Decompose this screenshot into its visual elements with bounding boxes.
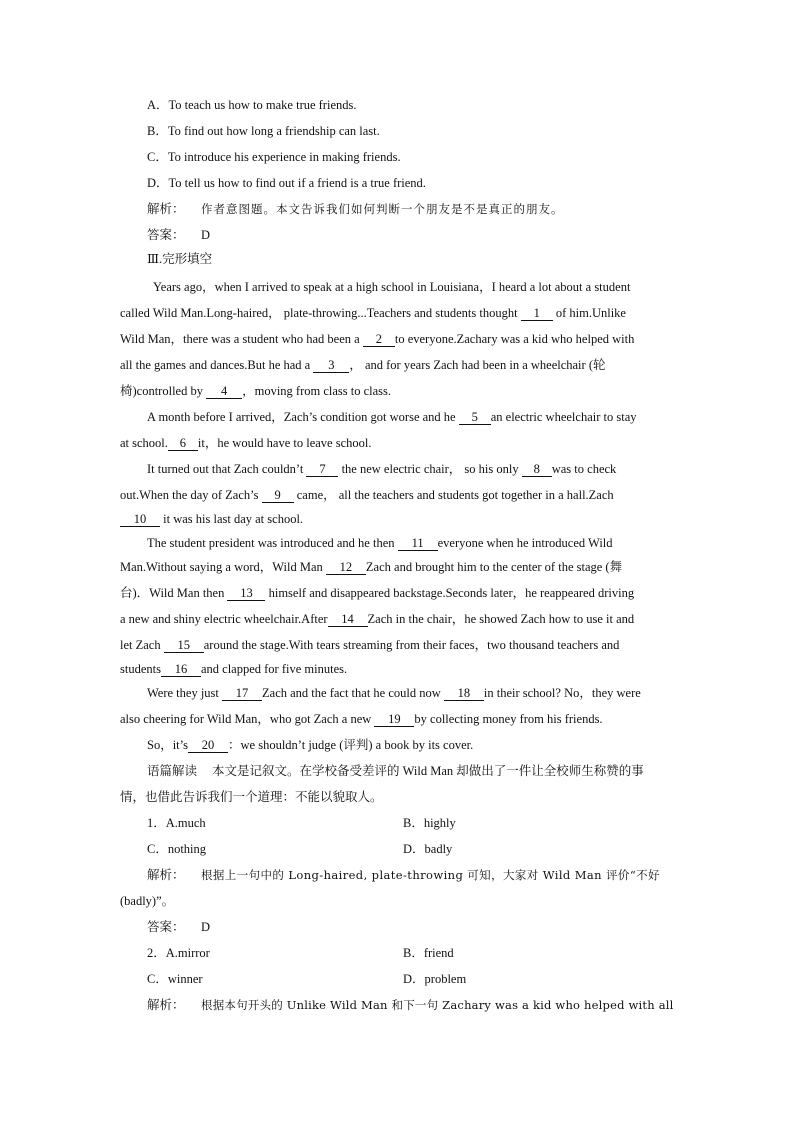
q2-analysis-line bbox=[147, 997, 674, 1013]
option-a: A．To teach us how to make true friends. bbox=[147, 98, 357, 112]
passage-line: let Zach 15 around the stage.With tears streaming from their faces，two thousand teachers and bbox=[120, 638, 620, 652]
blank-16: 16 bbox=[161, 663, 201, 677]
passage-line: students 16 and clapped for five minutes. bbox=[120, 662, 348, 676]
blank-19: 19 bbox=[374, 713, 414, 727]
q2-option-b: B．friend bbox=[403, 946, 454, 960]
blank-7: 7 bbox=[306, 463, 338, 477]
q1-answer-line bbox=[147, 919, 210, 935]
blank-8: 8 bbox=[522, 463, 552, 477]
summary-label: 语篇解读 bbox=[147, 764, 198, 778]
summary-text: 本文是记叙文。在学校备受差评的 Wild Man 却做出了一件让全校师生称赞的事 bbox=[212, 764, 644, 778]
passage-line: at school. 6 it，he would have to leave school. bbox=[120, 436, 372, 450]
blank-4: 4 bbox=[206, 385, 242, 399]
option-d: D．To tell us how to find out if a friend is a true friend. bbox=[147, 176, 426, 190]
blank-5: 5 bbox=[459, 411, 491, 425]
passage-line: The student president was introduced and he then 11 everyone when he introduced Wild bbox=[147, 536, 613, 550]
blank-6: 6 bbox=[168, 437, 198, 451]
option-b: B．To find out how long a friendship can last. bbox=[147, 124, 380, 138]
q2-option-c: C．winner bbox=[147, 972, 203, 986]
answer-value: D bbox=[201, 920, 211, 934]
answer-line bbox=[147, 227, 210, 243]
q2-option-d: D．problem bbox=[403, 972, 467, 986]
analysis-label: 解析： bbox=[147, 868, 185, 882]
blank-12: 12 bbox=[326, 561, 366, 575]
passage-line: called Wild Man.Long-haired， plate-throwing...Teachers and students thought 1 of him.Unlike bbox=[120, 306, 626, 320]
passage-line: So，it’s 20 ：we shouldn’t judge (评判) a book by its cover. bbox=[147, 738, 474, 752]
analysis-text: 根据上一句中的 Long-haired, plate-throwing 可知，大家对 Wild Man 评价“不好 bbox=[201, 868, 660, 882]
blank-11: 11 bbox=[398, 537, 438, 551]
blank-20: 20 bbox=[188, 739, 228, 753]
blank-3: 3 bbox=[313, 359, 349, 373]
passage-line: also cheering for Wild Man，who got Zach a new 19 by collecting money from his friends. bbox=[120, 712, 603, 726]
summary-line: 情，也借此告诉我们一个道理：不能以貌取人。 bbox=[120, 790, 383, 804]
passage-line: out.When the day of Zach’s 9 came， all the teachers and students got together in a hall.Zach bbox=[120, 488, 614, 502]
analysis-text: 根据本句开头的 Unlike Wild Man 和下一句 Zachary was a kid who helped with all bbox=[201, 998, 674, 1012]
q1-analysis-cont: (badly)”。 bbox=[120, 894, 175, 908]
blank-18: 18 bbox=[444, 687, 484, 701]
passage-line: 椅)controlled by 4 ，moving from class to class. bbox=[120, 384, 392, 398]
passage-line: Wild Man，there was a student who had been a 2 to everyone.Zachary was a kid who helped with bbox=[120, 332, 635, 346]
passage-line: a new and shiny electric wheelchair.After 14 Zach in the chair，he showed Zach how to use it and bbox=[120, 612, 635, 626]
blank-10: 10 bbox=[120, 513, 160, 527]
blank-17: 17 bbox=[222, 687, 262, 701]
passage-line: A month before I arrived，Zach’s condition got worse and he 5 an electric wheelchair to stay bbox=[147, 410, 637, 424]
blank-13: 13 bbox=[227, 587, 265, 601]
passage-line: 台)．Wild Man then 13 himself and disappeared backstage.Seconds later，he reappeared driving bbox=[120, 586, 635, 600]
q1-option-c: C．nothing bbox=[147, 842, 207, 856]
q1-option-a: 1．A.much bbox=[147, 816, 206, 830]
q1-option-d: D．badly bbox=[403, 842, 453, 856]
answer-label: 答案： bbox=[147, 228, 185, 242]
answer-label: 答案： bbox=[147, 920, 185, 934]
q2-option-a: 2．A.mirror bbox=[147, 946, 210, 960]
passage-line: Years ago，when I arrived to speak at a high school in Louisiana，I heard a lot about a student bbox=[153, 280, 631, 294]
passage-line: Were they just 17 Zach and the fact that he could now 18 in their school? No，they were bbox=[147, 686, 641, 700]
blank-2: 2 bbox=[363, 333, 395, 347]
answer-value: D bbox=[201, 228, 211, 242]
passage-line: It turned out that Zach couldn’t 7 the new electric chair， so his only 8 was to check bbox=[147, 462, 617, 476]
blank-1: 1 bbox=[521, 307, 553, 321]
blank-9: 9 bbox=[262, 489, 294, 503]
passage-line: Man.Without saying a word，Wild Man 12 Zach and brought him to the center of the stage (舞 bbox=[120, 560, 623, 574]
passage-line: 10 it was his last day at school. bbox=[120, 511, 303, 527]
analysis-label: 解析： bbox=[147, 998, 185, 1012]
option-c: C．To introduce his experience in making friends. bbox=[147, 150, 401, 164]
analysis-text: 作者意图题。本文告诉我们如何判断一个朋友是不是真正的朋友。 bbox=[201, 202, 564, 216]
q1-option-b: B．highly bbox=[403, 816, 456, 830]
analysis-label: 解析： bbox=[147, 202, 185, 216]
q1-analysis-line bbox=[147, 867, 660, 883]
section-title: Ⅲ.完形填空 bbox=[147, 252, 213, 266]
blank-14: 14 bbox=[328, 613, 368, 627]
passage-line: all the games and dances.But he had a 3 ， and for years Zach had been in a wheelchair (轮 bbox=[120, 358, 606, 372]
summary-line bbox=[147, 763, 644, 779]
analysis-line bbox=[147, 201, 564, 217]
blank-15: 15 bbox=[164, 639, 204, 653]
